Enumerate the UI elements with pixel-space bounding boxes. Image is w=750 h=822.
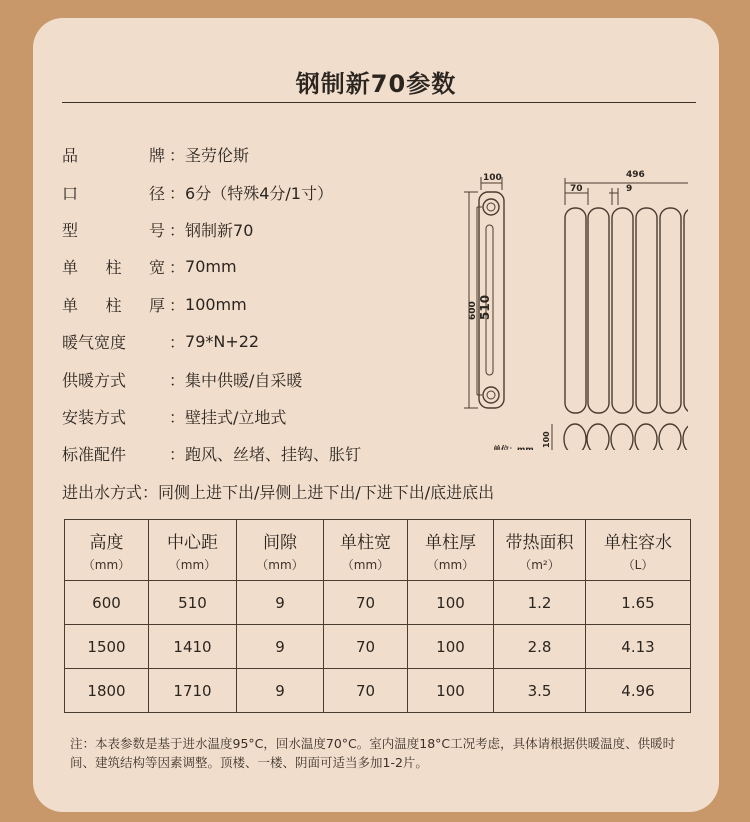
spec-label: 口 径 [62,183,165,203]
top-view-columns [552,424,688,450]
header-column-thickness: 单柱厚 （mm） [408,520,494,581]
table-cell: 4.13 [586,625,691,669]
spec-label: 标准配件 [62,445,127,465]
table-row [65,625,691,669]
page-title: 钢制新70参数 [295,70,457,98]
unit-label: 单位：mm [493,445,534,450]
table-cell: 9 [237,625,324,669]
spec-label: 品 牌 [62,146,165,166]
table-cell: 600 [65,581,149,625]
table-cell: 1710 [149,669,237,713]
spec-value: 79*N+22 [185,332,260,352]
spec-value: 6分（特殊4分/1寸） [185,183,333,203]
spec-row-heater-width: 暖气宽度 ： 79*N+22 [62,332,260,353]
dim-9: 9 [626,184,633,194]
spec-label: 单 柱 厚 [62,295,165,315]
dim-510: 510 [478,294,492,320]
table-cell: 1500 [65,625,149,669]
header-center-distance: 中心距 （mm） [149,520,237,581]
table-row [65,669,691,713]
spec-value: 跑风、丝堵、挂钩、胀钉 [185,445,362,465]
spec-row-caliber: 口 径 ： 6分（特殊4分/1寸） [62,173,494,210]
table-cell: 100 [408,625,494,669]
spec-label: 暖气宽度 [62,333,127,353]
footnote: 注：本表参数是基于进水温度95°C，回水温度70°C。室内温度18°C工况考虑，具体请根据供暖温度、供暖时间、建筑结构等因素调整。顶楼、一楼、阴面可适当多加1-2片。 [70,736,676,770]
title-divider [62,102,696,103]
spec-row-column-width: 单 柱 宽 ： 70mm [62,257,237,278]
dim-600: 600 [468,301,478,320]
spec-row-column-thickness: 单 柱 厚 ： 100mm [62,294,247,315]
dim-100-top: 100 [483,173,502,183]
spec-label: 单 柱 宽 [62,258,165,278]
params-table [64,519,691,713]
spec-row-brand: 品 牌 ： 圣劳伦斯 [62,136,494,173]
spec-row-heating-mode: 供暖方式 ： 集中供暖/自采暖 [62,360,494,397]
header-gap: 间隙 （mm） [237,520,324,581]
spec-value: 圣劳伦斯 [185,146,250,166]
spec-row-water-inlet [62,473,494,510]
table-header-row [65,520,691,581]
spec-label: 型 号 [62,220,165,240]
spec-row-accessories: 标准配件 ： 跑风、丝堵、挂钩、胀钉 [62,435,494,472]
header-height: 高度 （mm） [65,520,149,581]
table-cell: 510 [149,581,237,625]
spec-water-text: 进出水方式：同侧上进下出/异侧上进下出/下进下出/底进底出 [62,482,495,502]
spec-value: 壁挂式/立地式 [185,407,287,427]
table-cell: 3.5 [494,669,586,713]
dim-100-side: 100 [542,431,551,448]
spec-card [33,18,719,812]
table-cell: 100 [408,581,494,625]
spec-label: 供暖方式 [62,370,127,390]
front-view-columns [565,208,688,413]
spec-value: 钢制新70 [185,220,254,240]
table-cell: 4.96 [586,669,691,713]
table-cell: 1.2 [494,581,586,625]
table-cell: 70 [324,581,408,625]
table-cell: 70 [324,669,408,713]
table-cell: 9 [237,669,324,713]
header-water-capacity: 单柱容水 （L） [586,520,691,581]
spec-row-model: 型 号 ： 钢制新70 [62,211,494,248]
table-row [65,581,691,625]
radiator-diagram [428,150,688,450]
table-cell: 100 [408,669,494,713]
dim-70: 70 [570,184,583,194]
spec-value: 70mm [185,257,237,277]
spec-row-install-mode: 安装方式 ： 壁挂式/立地式 [62,398,494,435]
spec-value: 100mm [185,294,247,314]
radiator-diagram-svg [428,150,688,450]
header-heating-area: 带热面积 （m²） [494,520,586,581]
spec-value: 集中供暖/自采暖 [185,370,303,390]
table-cell: 2.8 [494,625,586,669]
table-cell: 1.65 [586,581,691,625]
dim-496: 496 [626,170,645,180]
header-column-width: 单柱宽 （mm） [324,520,408,581]
table-cell: 9 [237,581,324,625]
table-cell: 1410 [149,625,237,669]
spec-label: 安装方式 [62,407,127,427]
table-cell: 1800 [65,669,149,713]
table-cell: 70 [324,625,408,669]
